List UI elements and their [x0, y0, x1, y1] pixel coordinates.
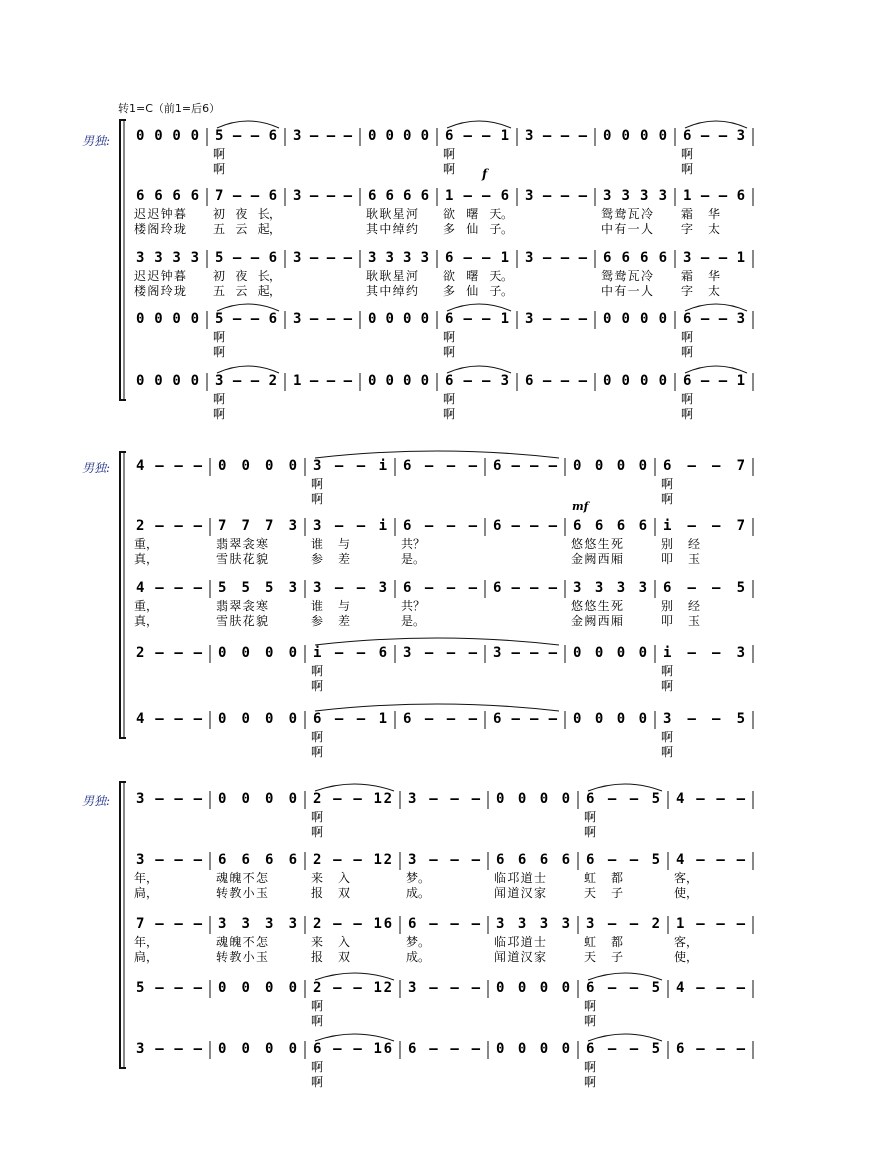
lyric: 临邛道士 [494, 935, 546, 949]
slur [315, 704, 559, 711]
lyric: 中有一人 [601, 284, 653, 298]
lyric: 报 双 [311, 950, 350, 964]
lyric: 啊 [443, 407, 456, 421]
lyric: 啊 [681, 392, 694, 406]
slur [217, 366, 279, 373]
lyric: 报 双 [311, 886, 350, 900]
part-label: 男独: [82, 461, 111, 475]
slur [588, 973, 662, 980]
measure-notes: 0 0 0 0 [218, 980, 297, 996]
lyric: 使， [674, 950, 699, 964]
slur [315, 973, 394, 980]
lyric: 雪肤花貌 [216, 552, 268, 566]
measure-notes: 3 – – – [136, 852, 202, 868]
lyric: 初 夜 长， [213, 269, 281, 283]
lyric: 啊 [584, 825, 597, 839]
lyric: 啊 [311, 492, 324, 506]
lyric: 啊 [443, 147, 456, 161]
lyric: 啊 [213, 345, 226, 359]
measure-notes: 2 – – 12 [313, 980, 392, 996]
measure-notes: 6 – – 1 [313, 711, 387, 727]
measure-notes: 6 – – – [403, 458, 477, 474]
lyric: 悠悠生死 [571, 599, 623, 613]
lyric: 啊 [311, 1014, 324, 1028]
measure-notes: 3 – – 2 [586, 916, 660, 932]
lyric: 啊 [311, 810, 324, 824]
lyric: 魂魄不怎 [216, 871, 268, 885]
lyric: 客， [674, 871, 699, 885]
system-bracket [120, 782, 126, 1068]
measure-notes: 3 – – – [525, 128, 587, 144]
system-bracket [120, 452, 126, 738]
measure-notes: 0 0 0 0 [368, 373, 429, 389]
lyric: 啊 [311, 999, 324, 1013]
lyric: 悠悠生死 [571, 537, 623, 551]
lyric: 谁 与 [311, 537, 350, 551]
lyric: 其中绰约 [366, 284, 418, 298]
measure-notes: 0 0 0 0 [496, 791, 570, 807]
lyric: 鸳鸯瓦冷 [601, 269, 653, 283]
measure-notes: 6 – – 7 [663, 458, 745, 474]
lyric: 魂魄不怎 [216, 935, 268, 949]
measure-notes: 4 – – – [676, 791, 745, 807]
lyric: 啊 [311, 664, 324, 678]
lyric: 啊 [584, 1075, 597, 1089]
measure-notes: 6 – – 1 [445, 250, 509, 266]
slur [217, 121, 279, 128]
lyric: 鸳鸯瓦冷 [601, 207, 653, 221]
measure-notes: 0 0 0 0 [496, 980, 570, 996]
measure-notes: 6 – – 3 [683, 128, 745, 144]
lyric: 翡翠衾寒 [216, 537, 268, 551]
lyric: 啊 [661, 745, 674, 759]
part-label: 男独: [82, 794, 111, 808]
lyric: 成。 [406, 950, 431, 964]
measure-notes: 5 – – – [136, 980, 202, 996]
lyric: 霜 华 [681, 207, 720, 221]
lyric: 啊 [213, 162, 226, 176]
measure-notes: 0 0 0 0 [136, 311, 199, 327]
measure-notes: 3 – – – [408, 980, 480, 996]
lyric: 啊 [213, 330, 226, 344]
lyric: 啊 [213, 407, 226, 421]
lyric: 啊 [311, 1075, 324, 1089]
measure-notes: 4 – – – [676, 852, 745, 868]
measure-notes: 3 3 3 3 [136, 250, 199, 266]
lyric: 楼阁玲珑 [134, 222, 186, 236]
measure-notes: 3 – – – [525, 311, 587, 327]
measure-notes: 6 – – 16 [313, 1041, 392, 1057]
measure-notes: 6 – – 5 [586, 791, 660, 807]
measure-notes: 5 – – 6 [215, 128, 277, 144]
measure-notes: 0 0 0 0 [603, 373, 667, 389]
measure-notes: 0 0 0 0 [573, 711, 647, 727]
measure-notes: 3 – – – [525, 250, 587, 266]
measure-notes: 3 – – i [313, 518, 387, 534]
measure-notes: 3 – – – [493, 645, 557, 661]
lyric: 啊 [311, 730, 324, 744]
lyric: 啊 [311, 825, 324, 839]
measure-notes: 4 – – – [676, 980, 745, 996]
measure-notes: 2 – – 12 [313, 852, 392, 868]
measure-notes: 6 – – 5 [586, 1041, 660, 1057]
measure-notes: 2 – – 16 [313, 916, 392, 932]
lyric: 成。 [406, 886, 431, 900]
lyric: 梦。 [406, 871, 431, 885]
dynamic-f: f [482, 167, 488, 181]
measure-notes: i – – 3 [663, 645, 745, 661]
lyric: 重， [134, 537, 159, 551]
lyric: 梦。 [406, 935, 431, 949]
lyric: 闻道汉家 [494, 950, 546, 964]
lyric: 转教小玉 [216, 886, 268, 900]
lyric: 闻道汉家 [494, 886, 546, 900]
lyric: 啊 [681, 162, 694, 176]
measure-notes: 6 – – 3 [445, 373, 509, 389]
lyric: 中有一人 [601, 222, 653, 236]
measure-notes: 6 – – – [403, 711, 477, 727]
lyric: 啊 [443, 392, 456, 406]
slur [685, 304, 747, 311]
lyric: 霜 华 [681, 269, 720, 283]
lyric: 啊 [584, 1060, 597, 1074]
lyric: 真， [134, 552, 159, 566]
measure-notes: 2 – – 12 [313, 791, 392, 807]
measure-notes: 3 – – 3 [313, 580, 387, 596]
measure-notes: 3 – – 5 [663, 711, 745, 727]
measure-notes: 6 – – – [408, 1041, 480, 1057]
measure-notes: 0 0 0 0 [368, 128, 429, 144]
lyric: 欲 曙 天。 [443, 269, 513, 283]
measure-notes: 3 – – – [408, 852, 480, 868]
lyric: 啊 [311, 1060, 324, 1074]
measure-notes: i – – 7 [663, 518, 745, 534]
measure-notes: 0 0 0 0 [496, 1041, 570, 1057]
measure-notes: 6 – – – [408, 916, 480, 932]
lyric: 参 差 [311, 552, 350, 566]
lyric: 金阙西厢 [571, 552, 623, 566]
lyric: 字 太 [681, 284, 720, 298]
measure-notes: 6 – – – [525, 373, 587, 389]
lyric: 扃， [134, 886, 159, 900]
slur [685, 121, 747, 128]
measure-notes: 0 0 0 0 [603, 311, 667, 327]
measure-notes: 6 6 6 6 [573, 518, 647, 534]
measure-notes: 0 0 0 0 [218, 1041, 297, 1057]
measure-notes: 6 – – 5 [663, 580, 745, 596]
measure-notes: 6 – – – [676, 1041, 745, 1057]
measure-notes: 1 – – – [676, 916, 745, 932]
measure-notes: 2 – – – [136, 518, 202, 534]
lyric: 别 经 [661, 599, 700, 613]
lyric: 楼阁玲珑 [134, 284, 186, 298]
lyric: 啊 [661, 664, 674, 678]
measure-notes: 4 – – – [136, 580, 202, 596]
measure-notes: 3 3 3 3 [218, 916, 297, 932]
measure-notes: 6 – – 5 [586, 852, 660, 868]
part-label: 男独: [82, 134, 111, 148]
measure-notes: 0 0 0 0 [218, 711, 297, 727]
measure-notes: 3 – – – [136, 1041, 202, 1057]
measure-notes: 6 6 6 6 [496, 852, 570, 868]
lyric: 共？ [401, 599, 426, 613]
lyric: 临邛道士 [494, 871, 546, 885]
lyric: 雪肤花貌 [216, 614, 268, 628]
measure-notes: 1 – – 6 [683, 188, 745, 204]
measure-notes: i – – 6 [313, 645, 387, 661]
lyric: 来 入 [311, 871, 350, 885]
lyric: 年， [134, 935, 159, 949]
lyric: 客， [674, 935, 699, 949]
lyric: 是。 [401, 614, 426, 628]
measure-notes: 3 3 3 3 [496, 916, 570, 932]
measure-notes: 6 – – 3 [683, 311, 745, 327]
lyric: 真， [134, 614, 159, 628]
lyric: 欲 曙 天。 [443, 207, 513, 221]
measure-notes: 3 – – – [403, 645, 477, 661]
measure-notes: 6 – – 1 [445, 311, 509, 327]
lyric: 虹 都 [584, 935, 623, 949]
lyric: 其中绰约 [366, 222, 418, 236]
measure-notes: 0 0 0 0 [603, 128, 667, 144]
measure-notes: 4 – – – [136, 711, 202, 727]
lyric: 多 仙 子。 [443, 284, 513, 298]
measure-notes: 3 – – – [293, 188, 352, 204]
lyric: 啊 [661, 730, 674, 744]
measure-notes: 6 – – – [493, 518, 557, 534]
measure-notes: 1 – – – [293, 373, 352, 389]
lyric: 啊 [661, 492, 674, 506]
measure-notes: 6 – – – [493, 580, 557, 596]
measure-notes: 6 – – 1 [445, 128, 509, 144]
measure-notes: 3 3 3 3 [603, 188, 667, 204]
lyric: 啊 [311, 745, 324, 759]
measure-notes: 3 – – – [525, 188, 587, 204]
measure-notes: 3 – – – [293, 128, 352, 144]
measure-notes: 6 – – – [493, 458, 557, 474]
lyric: 啊 [443, 162, 456, 176]
slur [217, 304, 279, 311]
lyric: 共？ [401, 537, 426, 551]
measure-notes: 0 0 0 0 [136, 373, 199, 389]
measure-notes: 4 – – – [136, 458, 202, 474]
lyric: 年， [134, 871, 159, 885]
measure-notes: 7 – – – [136, 916, 202, 932]
measure-notes: 6 – – – [403, 580, 477, 596]
measure-notes: 5 5 5 3 [218, 580, 297, 596]
lyric: 天 子 [584, 886, 623, 900]
measure-notes: 6 – – 5 [586, 980, 660, 996]
measure-notes: 5 – – 6 [215, 311, 277, 327]
lyric: 天 子 [584, 950, 623, 964]
lyric: 重， [134, 599, 159, 613]
measure-notes: 6 6 6 6 [368, 188, 429, 204]
lyric: 啊 [661, 477, 674, 491]
dynamic-mf: mf [572, 500, 589, 513]
measure-notes: 0 0 0 0 [368, 311, 429, 327]
slur [447, 366, 511, 373]
lyric: 多 仙 子。 [443, 222, 513, 236]
measure-notes: 0 0 0 0 [218, 645, 297, 661]
lyric: 字 太 [681, 222, 720, 236]
measure-notes: 0 0 0 0 [218, 458, 297, 474]
slur [315, 1034, 394, 1041]
slur [685, 366, 747, 373]
lyric: 参 差 [311, 614, 350, 628]
measure-notes: 6 – – – [493, 711, 557, 727]
measure-notes: 3 – – – [408, 791, 480, 807]
measure-notes: 6 6 6 6 [603, 250, 667, 266]
lyric: 叩 玉 [661, 552, 700, 566]
slur [447, 304, 511, 311]
lyric: 使， [674, 886, 699, 900]
measure-notes: 0 0 0 0 [136, 128, 199, 144]
lyric: 啊 [213, 147, 226, 161]
slur [447, 121, 511, 128]
lyric: 啊 [311, 477, 324, 491]
lyric: 耿耿星河 [366, 207, 418, 221]
slur [315, 451, 559, 458]
lyric: 迟迟钟暮 [134, 207, 186, 221]
measure-notes: 3 – – – [293, 311, 352, 327]
measure-notes: 0 0 0 0 [218, 791, 297, 807]
lyric: 啊 [681, 345, 694, 359]
lyric: 啊 [584, 810, 597, 824]
measure-notes: 2 – – – [136, 645, 202, 661]
measure-notes: 3 – – i [313, 458, 387, 474]
slur [588, 784, 662, 791]
lyric: 扃， [134, 950, 159, 964]
lyric: 啊 [584, 999, 597, 1013]
lyric: 转教小玉 [216, 950, 268, 964]
lyric: 啊 [661, 679, 674, 693]
lyric: 啊 [681, 147, 694, 161]
measure-notes: 7 – – 6 [215, 188, 277, 204]
slur [315, 784, 394, 791]
measure-notes: 5 – – 6 [215, 250, 277, 266]
lyric: 啊 [584, 1014, 597, 1028]
measure-notes: 3 – – – [136, 791, 202, 807]
measure-notes: 3 3 3 3 [368, 250, 429, 266]
lyric: 啊 [213, 392, 226, 406]
lyric: 五 云 起， [213, 222, 281, 236]
measure-notes: 3 3 3 3 [573, 580, 647, 596]
lyric: 啊 [681, 330, 694, 344]
measure-notes: 6 6 6 6 [136, 188, 199, 204]
lyric: 是。 [401, 552, 426, 566]
lyric: 虹 都 [584, 871, 623, 885]
lyric: 来 入 [311, 935, 350, 949]
measure-notes: 6 – – 1 [683, 373, 745, 389]
measure-notes: 0 0 0 0 [573, 458, 647, 474]
lyric: 啊 [443, 330, 456, 344]
measure-notes: 6 6 6 6 [218, 852, 297, 868]
lyric: 初 夜 长， [213, 207, 281, 221]
measure-notes: 1 – – 6 [445, 188, 509, 204]
system-bracket [120, 120, 126, 400]
lyric: 五 云 起， [213, 284, 281, 298]
measure-notes: 6 – – – [403, 518, 477, 534]
lyric: 啊 [311, 679, 324, 693]
lyric: 翡翠衾寒 [216, 599, 268, 613]
measure-notes: 7 7 7 3 [218, 518, 297, 534]
lyric: 啊 [681, 407, 694, 421]
slur [588, 1034, 662, 1041]
lyric: 金阙西厢 [571, 614, 623, 628]
lyric: 叩 玉 [661, 614, 700, 628]
lyric: 耿耿星河 [366, 269, 418, 283]
lyric: 迟迟钟暮 [134, 269, 186, 283]
lyric: 啊 [443, 345, 456, 359]
key-change: 转1=C（前1=后6） [118, 102, 221, 115]
lyric: 谁 与 [311, 599, 350, 613]
measure-notes: 3 – – – [293, 250, 352, 266]
slur [315, 638, 559, 645]
measure-notes: 3 – – 1 [683, 250, 745, 266]
measure-notes: 0 0 0 0 [573, 645, 647, 661]
lyric: 别 经 [661, 537, 700, 551]
measure-notes: 3 – – 2 [215, 373, 277, 389]
